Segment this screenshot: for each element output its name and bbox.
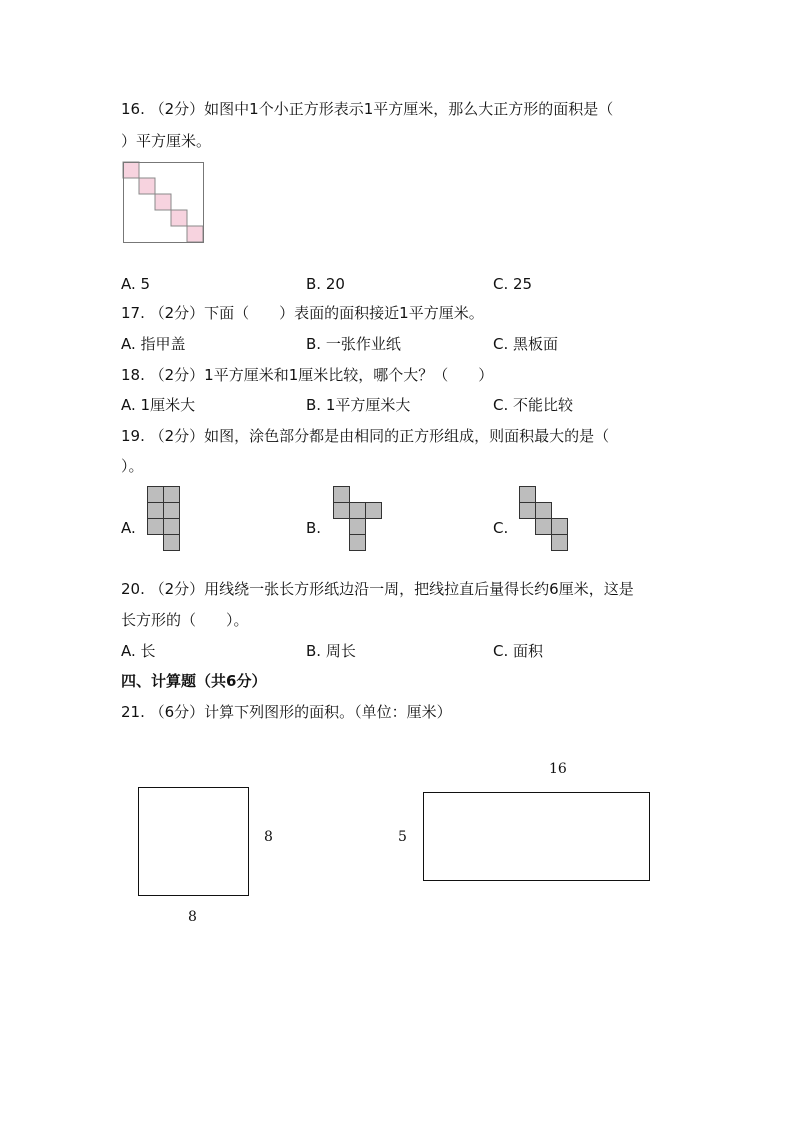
small-square [171,210,187,226]
q19-option-a-label: A. [121,519,136,537]
shaded-square [164,503,180,519]
q19-figure-b [333,486,383,552]
section4-heading: 四、计算题（共6分） [121,672,267,690]
q21-rect-side-label: 5 [398,829,407,845]
q21-text: 21. （6分）计算下列图形的面积。（单位：厘米） [121,703,452,721]
shaded-square [552,535,568,551]
q17-text: 17. （2分）下面（ ）表面的面积接近1平方厘米。 [121,304,484,322]
q21-rect-top-label: 16 [549,761,567,777]
q16-text-line1: 16. （2分）如图中1个小正方形表示1平方厘米，那么大正方形的面积是（ [121,100,614,118]
small-square [123,162,139,178]
q18-text: 18. （2分）1平方厘米和1厘米比较，哪个大？（ ） [121,366,494,384]
shaded-square [350,519,366,535]
q19-figure-c [519,486,569,552]
q21-rectangle-figure [423,792,651,882]
small-square [187,226,203,242]
q16-grid-figure [123,162,204,243]
q20-text-line1: 20. （2分）用线绕一张长方形纸边沿一周，把线拉直后量得长约6厘米，这是 [121,580,634,598]
shaded-square [552,519,568,535]
q17-option-a: A. 指甲盖 [121,335,186,353]
shaded-square [366,503,382,519]
shaded-square [520,503,536,519]
shaded-square [334,503,350,519]
q20-option-c: C. 面积 [493,642,544,660]
small-square [139,178,155,194]
q21-square-side-label: 8 [264,829,273,845]
q20-text-line2: 长方形的（ ）。 [121,611,249,629]
q18-option-a: A. 1厘米大 [121,396,196,414]
shaded-square [350,503,366,519]
q19-option-b-label: B. [306,519,322,537]
q19-text-line1: 19. （2分）如图，涂色部分都是由相同的正方形组成，则面积最大的是（ [121,427,610,445]
shaded-square [164,487,180,503]
q16-small-squares [123,162,203,242]
shaded-square [520,487,536,503]
q18-option-b: B. 1平方厘米大 [306,396,411,414]
shaded-square [536,519,552,535]
q20-option-a: A. 长 [121,642,156,660]
q21-square-bottom-label: 8 [188,909,197,925]
q17-option-c: C. 黑板面 [493,335,559,353]
q20-option-b: B. 周长 [306,642,356,660]
q19-option-c-label: C. [493,519,509,537]
shaded-square [148,487,164,503]
q16-text-line2: ）平方厘米。 [121,132,212,150]
q16-option-b: B. 20 [306,275,345,293]
q16-option-a: A. 5 [121,275,151,293]
q16-option-c: C. 25 [493,275,533,293]
shaded-square [164,535,180,551]
q19-text-line2: ）。 [121,457,144,475]
shaded-square [148,519,164,535]
shaded-square [334,487,350,503]
q17-option-b: B. 一张作业纸 [306,335,401,353]
shaded-square [148,503,164,519]
q21-square-figure [138,787,250,897]
q19-figure-a [147,486,181,552]
shaded-square [164,519,180,535]
shaded-square [536,503,552,519]
q18-option-c: C. 不能比较 [493,396,574,414]
small-square [155,194,171,210]
shaded-square [350,535,366,551]
